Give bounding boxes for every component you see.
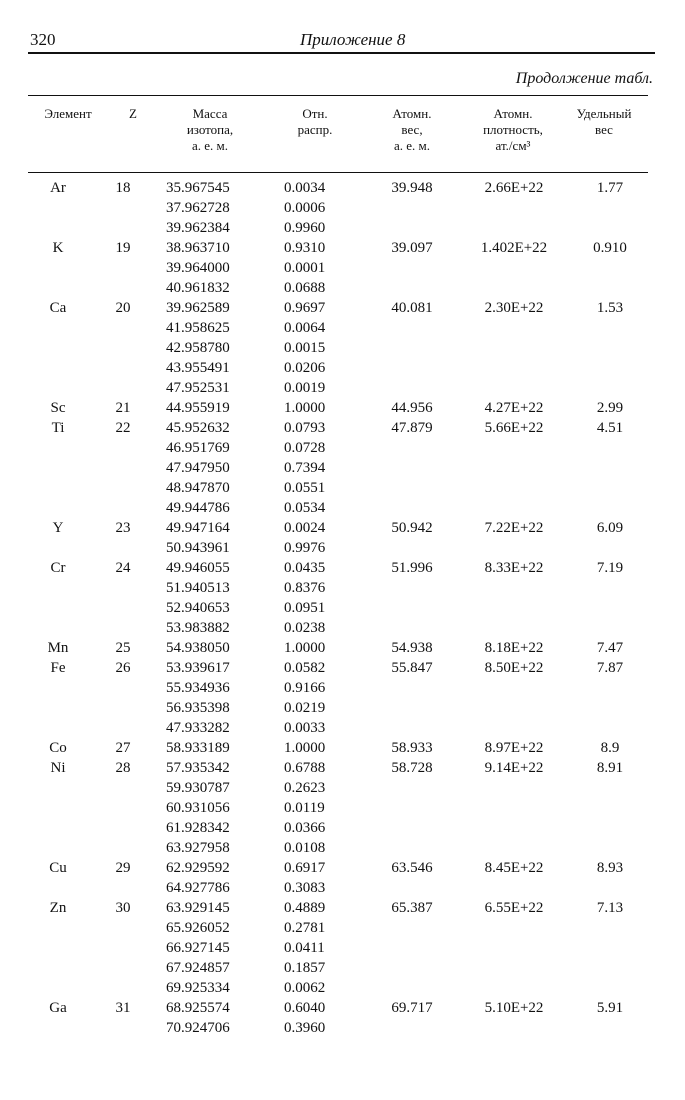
isotope-mass-cell: 46.951769 [166, 440, 230, 456]
specific-weight-cell: 1.53 [596, 300, 624, 316]
isotope-mass-cell: 68.925574 [166, 1000, 230, 1016]
atomic-density-cell: 5.66E+22 [484, 420, 544, 436]
specific-weight-cell: 7.87 [596, 660, 624, 676]
z-cell: 31 [115, 1000, 131, 1016]
abundance-cell: 0.0064 [284, 320, 326, 336]
isotope-mass-cell: 59.930787 [166, 780, 230, 796]
atomic-weight-cell: 55.847 [391, 660, 433, 676]
table-row [0, 218, 685, 238]
isotope-mass-cell: 50.943961 [166, 540, 230, 556]
abundance-cell: 0.8376 [284, 580, 326, 596]
isotope-mass-cell: 63.929145 [166, 900, 230, 916]
abundance-cell: 0.7394 [284, 460, 326, 476]
specific-weight-cell: 7.13 [596, 900, 624, 916]
isotope-mass-cell: 38.963710 [166, 240, 230, 256]
table-row [0, 498, 685, 518]
table-row [0, 538, 685, 558]
header-element: Элемент [44, 106, 92, 121]
abundance-cell: 0.2623 [284, 780, 326, 796]
abundance-cell: 0.0219 [284, 700, 326, 716]
top-rule [28, 52, 655, 54]
abundance-cell: 0.0411 [284, 940, 325, 956]
isotope-mass-cell: 39.964000 [166, 260, 230, 276]
z-cell: 29 [115, 860, 131, 876]
abundance-cell: 0.0108 [284, 840, 326, 856]
element-cell: Zn [49, 900, 67, 916]
abundance-cell: 0.6040 [284, 1000, 326, 1016]
table-row [0, 978, 685, 998]
abundance-cell: 0.3083 [284, 880, 326, 896]
atomic-density-cell: 6.55E+22 [484, 900, 544, 916]
element-cell: Ga [49, 1000, 67, 1016]
atomic-weight-cell: 47.879 [391, 420, 433, 436]
table-row [0, 518, 685, 538]
table-row [0, 698, 685, 718]
isotope-mass-cell: 52.940653 [166, 600, 230, 616]
isotope-mass-cell: 51.940513 [166, 580, 230, 596]
specific-weight-cell: 8.9 [600, 740, 620, 756]
isotope-mass-cell: 49.947164 [166, 520, 230, 536]
isotope-mass-cell: 48.947870 [166, 480, 230, 496]
atomic-weight-cell: 65.387 [391, 900, 433, 916]
table-row [0, 958, 685, 978]
isotope-mass-cell: 47.947950 [166, 460, 230, 476]
atomic-density-cell: 8.45E+22 [484, 860, 544, 876]
abundance-cell: 0.0793 [284, 420, 326, 436]
isotope-mass-cell: 53.939617 [166, 660, 230, 676]
atomic-weight-cell: 58.728 [391, 760, 433, 776]
atomic-density-cell: 8.97E+22 [484, 740, 544, 756]
table-row [0, 478, 685, 498]
abundance-cell: 0.0015 [284, 340, 326, 356]
element-cell: Ar [50, 180, 66, 196]
table-row [0, 998, 685, 1018]
table-row [0, 738, 685, 758]
atomic-density-cell: 2.30E+22 [484, 300, 544, 316]
z-cell: 25 [115, 640, 131, 656]
element-cell: Ca [49, 300, 67, 316]
table-row [0, 718, 685, 738]
isotope-mass-cell: 43.955491 [166, 360, 230, 376]
isotope-mass-cell: 54.938050 [166, 640, 230, 656]
abundance-cell: 0.0435 [284, 560, 326, 576]
abundance-cell: 0.4889 [284, 900, 326, 916]
abundance-cell: 0.0688 [284, 280, 326, 296]
abundance-cell: 0.0034 [284, 180, 326, 196]
table-row [0, 278, 685, 298]
specific-weight-cell: 7.47 [596, 640, 624, 656]
table-row [0, 898, 685, 918]
abundance-cell: 0.0062 [284, 980, 326, 996]
abundance-cell: 0.0951 [284, 600, 326, 616]
table-row [0, 258, 685, 278]
specific-weight-cell: 0.910 [593, 240, 627, 256]
table-row [0, 358, 685, 378]
z-cell: 30 [115, 900, 131, 916]
isotope-mass-cell: 49.944786 [166, 500, 230, 516]
abundance-cell: 0.0024 [284, 520, 326, 536]
z-cell: 21 [115, 400, 131, 416]
z-cell: 20 [115, 300, 131, 316]
atomic-weight-cell: 58.933 [391, 740, 433, 756]
element-cell: Cr [50, 560, 66, 576]
table-row [0, 678, 685, 698]
isotope-mass-cell: 40.961832 [166, 280, 230, 296]
isotope-mass-cell: 60.931056 [166, 800, 230, 816]
atomic-weight-cell: 63.546 [391, 860, 433, 876]
z-cell: 24 [115, 560, 131, 576]
atomic-weight-cell: 44.956 [391, 400, 433, 416]
isotope-mass-cell: 47.952531 [166, 380, 230, 396]
header-rule [28, 95, 648, 96]
specific-weight-cell: 6.09 [596, 520, 624, 536]
specific-weight-cell: 4.51 [596, 420, 624, 436]
table-row [0, 818, 685, 838]
z-cell: 28 [115, 760, 131, 776]
z-cell: 19 [115, 240, 131, 256]
table-row [0, 238, 685, 258]
isotope-mass-cell: 39.962589 [166, 300, 230, 316]
atomic-weight-cell: 54.938 [391, 640, 433, 656]
specific-weight-cell: 2.99 [596, 400, 624, 416]
table-row [0, 1018, 685, 1038]
abundance-cell: 0.2781 [284, 920, 326, 936]
isotope-mass-cell: 56.935398 [166, 700, 230, 716]
atomic-weight-cell: 69.717 [391, 1000, 433, 1016]
atomic-density-cell: 2.66E+22 [484, 180, 544, 196]
abundance-cell: 1.0000 [284, 400, 326, 416]
table-row [0, 458, 685, 478]
abundance-cell: 0.6788 [284, 760, 326, 776]
table-row [0, 318, 685, 338]
isotope-mass-cell: 63.927958 [166, 840, 230, 856]
atomic-weight-cell: 40.081 [391, 300, 433, 316]
abundance-cell: 0.0728 [284, 440, 326, 456]
isotope-mass-cell: 49.946055 [166, 560, 230, 576]
abundance-cell: 0.1857 [284, 960, 326, 976]
table-row [0, 378, 685, 398]
table-row [0, 758, 685, 778]
abundance-cell: 1.0000 [284, 740, 326, 756]
isotope-mass-cell: 41.958625 [166, 320, 230, 336]
specific-weight-cell: 8.91 [596, 760, 624, 776]
element-cell: K [52, 240, 64, 256]
abundance-cell: 0.0551 [284, 480, 326, 496]
header-specific-weight: Удельный вес [576, 106, 632, 137]
isotope-mass-cell: 37.962728 [166, 200, 230, 216]
abundance-cell: 0.0366 [284, 820, 326, 836]
page-number: 320 [30, 30, 56, 49]
isotope-mass-cell: 42.958780 [166, 340, 230, 356]
element-cell: Cu [49, 860, 67, 876]
abundance-cell: 0.0206 [284, 360, 326, 376]
isotope-mass-cell: 39.962384 [166, 220, 230, 236]
atomic-density-cell: 8.33E+22 [484, 560, 544, 576]
abundance-cell: 0.0001 [284, 260, 326, 276]
atomic-density-cell: 8.50E+22 [484, 660, 544, 676]
table-row [0, 918, 685, 938]
z-cell: 26 [115, 660, 131, 676]
running-title: Приложение 8 [300, 30, 406, 49]
table-row [0, 778, 685, 798]
isotope-mass-cell: 47.933282 [166, 720, 230, 736]
table-row [0, 178, 685, 198]
atomic-density-cell: 1.402E+22 [480, 240, 548, 256]
specific-weight-cell: 1.77 [596, 180, 624, 196]
header-bottom-rule [28, 172, 648, 173]
specific-weight-cell: 5.91 [596, 1000, 624, 1016]
isotope-mass-cell: 55.934936 [166, 680, 230, 696]
abundance-cell: 0.0119 [284, 800, 325, 816]
isotope-mass-cell: 45.952632 [166, 420, 230, 436]
atomic-weight-cell: 39.948 [391, 180, 433, 196]
table-row [0, 598, 685, 618]
header-atomic-density: Атомн. плотность, ат./см³ [483, 106, 543, 153]
z-cell: 22 [115, 420, 131, 436]
abundance-cell: 0.9310 [284, 240, 326, 256]
abundance-cell: 0.6917 [284, 860, 326, 876]
table-row [0, 298, 685, 318]
element-cell: Co [49, 740, 67, 756]
atomic-weight-cell: 50.942 [391, 520, 433, 536]
isotope-mass-cell: 66.927145 [166, 940, 230, 956]
table-row [0, 558, 685, 578]
isotope-mass-cell: 58.933189 [166, 740, 230, 756]
table-continuation-label: Продолжение табл. [515, 70, 653, 87]
isotope-mass-cell: 53.983882 [166, 620, 230, 636]
table-row [0, 638, 685, 658]
element-cell: Mn [47, 640, 69, 656]
abundance-cell: 0.0006 [284, 200, 326, 216]
z-cell: 23 [115, 520, 131, 536]
specific-weight-cell: 8.93 [596, 860, 624, 876]
atomic-density-cell: 5.10E+22 [484, 1000, 544, 1016]
z-cell: 27 [115, 740, 131, 756]
table-body [0, 178, 685, 1038]
table-row [0, 878, 685, 898]
atomic-density-cell: 4.27E+22 [484, 400, 544, 416]
atomic-weight-cell: 39.097 [391, 240, 433, 256]
atomic-density-cell: 8.18E+22 [484, 640, 544, 656]
abundance-cell: 0.0033 [284, 720, 326, 736]
abundance-cell: 0.0534 [284, 500, 326, 516]
element-cell: Y [52, 520, 64, 536]
isotope-mass-cell: 70.924706 [166, 1020, 230, 1036]
element-cell: Ni [50, 760, 66, 776]
element-cell: Ti [51, 420, 65, 436]
abundance-cell: 0.9166 [284, 680, 326, 696]
table-row [0, 618, 685, 638]
isotope-mass-cell: 35.967545 [166, 180, 230, 196]
isotope-mass-cell: 62.929592 [166, 860, 230, 876]
isotope-mass-cell: 64.927786 [166, 880, 230, 896]
element-cell: Fe [50, 660, 66, 676]
z-cell: 18 [115, 180, 131, 196]
atomic-weight-cell: 51.996 [391, 560, 433, 576]
table-row [0, 418, 685, 438]
abundance-cell: 0.3960 [284, 1020, 326, 1036]
isotope-mass-cell: 67.924857 [166, 960, 230, 976]
header-atomic-weight: Атомн. вес, а. е. м. [392, 106, 432, 153]
table-row [0, 858, 685, 878]
isotope-mass-cell: 65.926052 [166, 920, 230, 936]
table-row [0, 438, 685, 458]
element-cell: Sc [50, 400, 66, 416]
abundance-cell: 0.9976 [284, 540, 326, 556]
atomic-density-cell: 7.22E+22 [484, 520, 544, 536]
atomic-density-cell: 9.14E+22 [484, 760, 544, 776]
table-row [0, 338, 685, 358]
isotope-mass-cell: 69.925334 [166, 980, 230, 996]
table-row [0, 198, 685, 218]
abundance-cell: 0.0238 [284, 620, 326, 636]
header-z: Z [129, 106, 137, 121]
table-row [0, 658, 685, 678]
abundance-cell: 1.0000 [284, 640, 326, 656]
table-row [0, 838, 685, 858]
abundance-cell: 0.0582 [284, 660, 326, 676]
header-isotope-mass: Масса изотопа, а. е. м. [186, 106, 234, 153]
table-row [0, 578, 685, 598]
isotope-mass-cell: 57.935342 [166, 760, 230, 776]
specific-weight-cell: 7.19 [596, 560, 624, 576]
abundance-cell: 0.9960 [284, 220, 326, 236]
header-abundance: Отн. распр. [297, 106, 333, 137]
isotope-mass-cell: 44.955919 [166, 400, 230, 416]
isotope-mass-cell: 61.928342 [166, 820, 230, 836]
table-row [0, 938, 685, 958]
table-row [0, 398, 685, 418]
abundance-cell: 0.0019 [284, 380, 326, 396]
table-row [0, 798, 685, 818]
abundance-cell: 0.9697 [284, 300, 326, 316]
